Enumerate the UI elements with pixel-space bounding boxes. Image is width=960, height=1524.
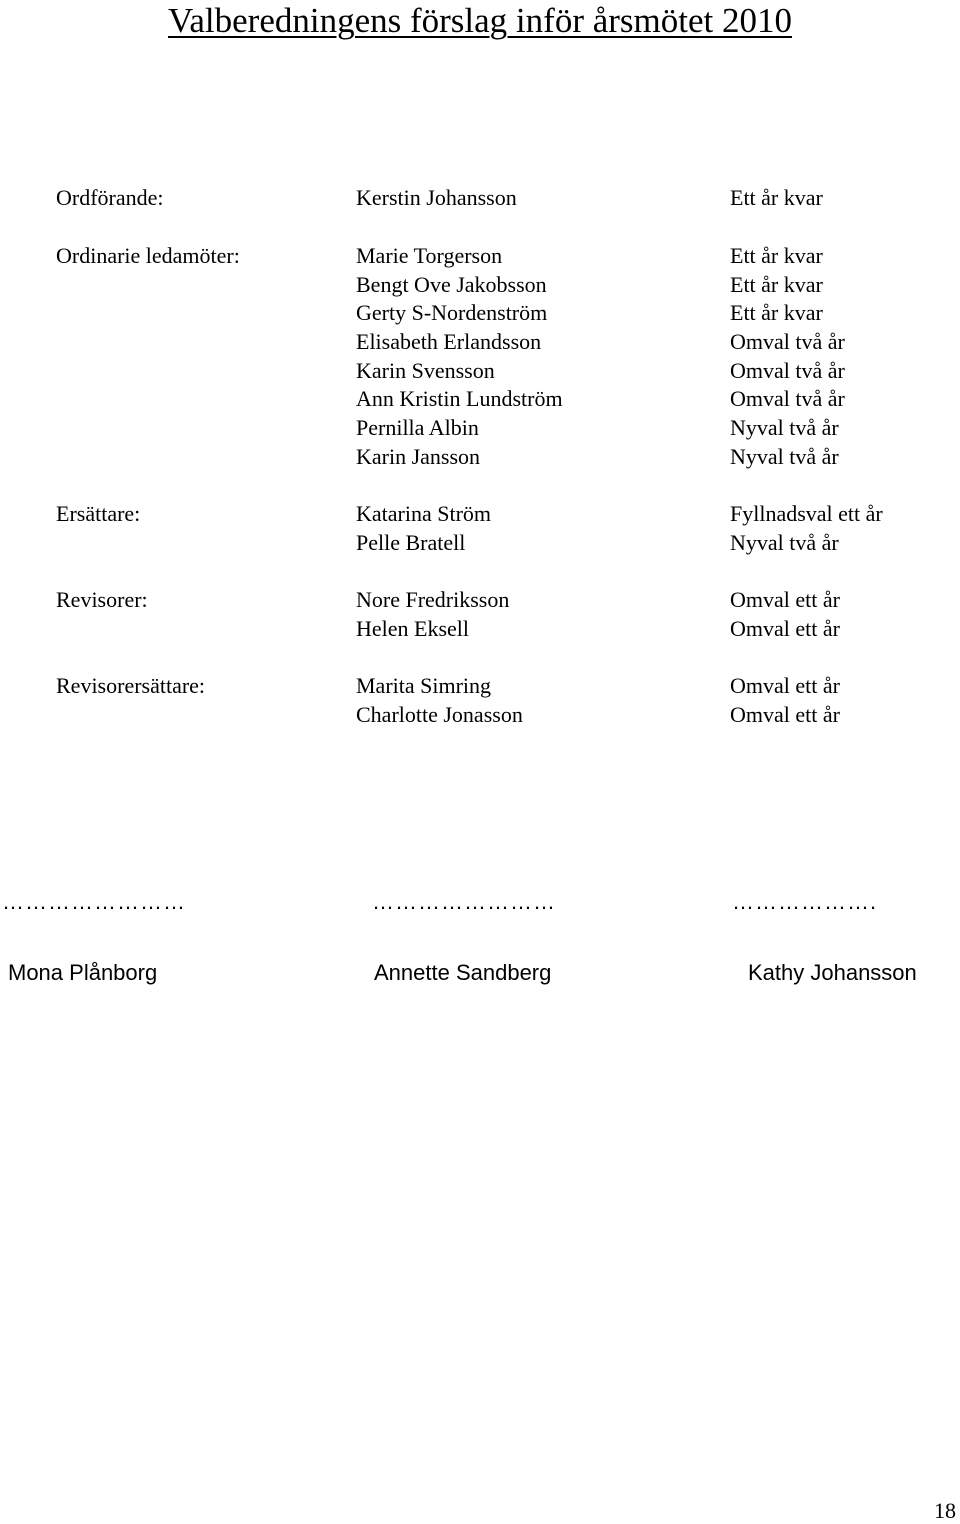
member-row xyxy=(56,184,936,213)
section-revisorersattare xyxy=(56,672,936,729)
member-name: Ann Kristin Lundström xyxy=(356,386,563,412)
document-title: Valberedningens förslag inför årsmötet 2010 xyxy=(167,1,792,40)
member-term: Ett år kvar xyxy=(730,243,823,268)
member-name: Kerstin Johansson xyxy=(356,185,517,210)
member-name: Elisabeth Erlandsson xyxy=(356,329,542,355)
member-row xyxy=(56,529,936,558)
role-label: Revisorersättare: xyxy=(56,673,206,698)
member-row xyxy=(56,672,936,701)
member-name: Karin Svensson xyxy=(356,357,495,383)
member-row xyxy=(56,299,936,328)
member-name: Marita Simring xyxy=(356,673,492,698)
member-row xyxy=(56,385,936,414)
member-name: Nore Fredriksson xyxy=(356,587,510,612)
member-term: Omval ett år xyxy=(730,587,840,612)
member-name: Pelle Bratell xyxy=(356,529,466,555)
member-term: Ett år kvar xyxy=(730,185,823,210)
member-term: Ett år kvar xyxy=(730,300,823,326)
member-row xyxy=(56,357,936,386)
member-row xyxy=(56,701,936,730)
signature-line: ………………. xyxy=(732,889,878,914)
member-row xyxy=(56,414,936,443)
role-label: Ordförande: xyxy=(56,185,164,210)
member-row xyxy=(56,500,936,529)
member-name: Charlotte Jonasson xyxy=(356,701,523,727)
member-term: Fyllnadsval ett år xyxy=(730,501,883,526)
section-revisorer xyxy=(56,586,936,643)
member-term: Nyval två år xyxy=(730,443,839,469)
page-number: 18 xyxy=(934,1498,956,1523)
member-term: Nyval två år xyxy=(730,529,839,555)
member-name: Bengt Ove Jakobsson xyxy=(356,271,547,297)
member-row xyxy=(56,615,936,644)
member-term: Omval två år xyxy=(730,329,845,355)
member-name: Marie Torgerson xyxy=(356,243,503,268)
signature-name: Mona Plånborg xyxy=(8,960,158,985)
section-ordforande xyxy=(56,184,936,213)
member-name: Helen Eksell xyxy=(356,615,470,641)
section-ersattare xyxy=(56,500,936,557)
signature-line: …………………… xyxy=(2,889,186,914)
member-name: Pernilla Albin xyxy=(356,415,479,441)
member-name: Gerty S-Nordenström xyxy=(356,300,548,326)
role-label: Ordinarie ledamöter: xyxy=(56,243,240,268)
member-term: Nyval två år xyxy=(730,415,839,441)
member-term: Omval ett år xyxy=(730,615,840,641)
member-name: Katarina Ström xyxy=(356,501,492,526)
member-term: Ett år kvar xyxy=(730,271,823,297)
member-term: Omval två år xyxy=(730,386,845,412)
member-row xyxy=(56,328,936,357)
signature-name: Kathy Johansson xyxy=(748,960,917,985)
member-term: Omval ett år xyxy=(730,673,840,698)
member-row xyxy=(56,271,936,300)
section-ordinarie-ledamoter xyxy=(56,242,936,472)
member-name: Karin Jansson xyxy=(356,443,481,469)
signature-name: Annette Sandberg xyxy=(374,960,552,985)
member-row xyxy=(56,242,936,271)
role-label: Ersättare: xyxy=(56,501,141,526)
role-label: Revisorer: xyxy=(56,587,148,612)
member-row xyxy=(56,586,936,615)
signature-line: …………………… xyxy=(372,889,556,914)
member-row xyxy=(56,443,936,472)
member-term: Omval två år xyxy=(730,357,845,383)
member-term: Omval ett år xyxy=(730,701,840,727)
